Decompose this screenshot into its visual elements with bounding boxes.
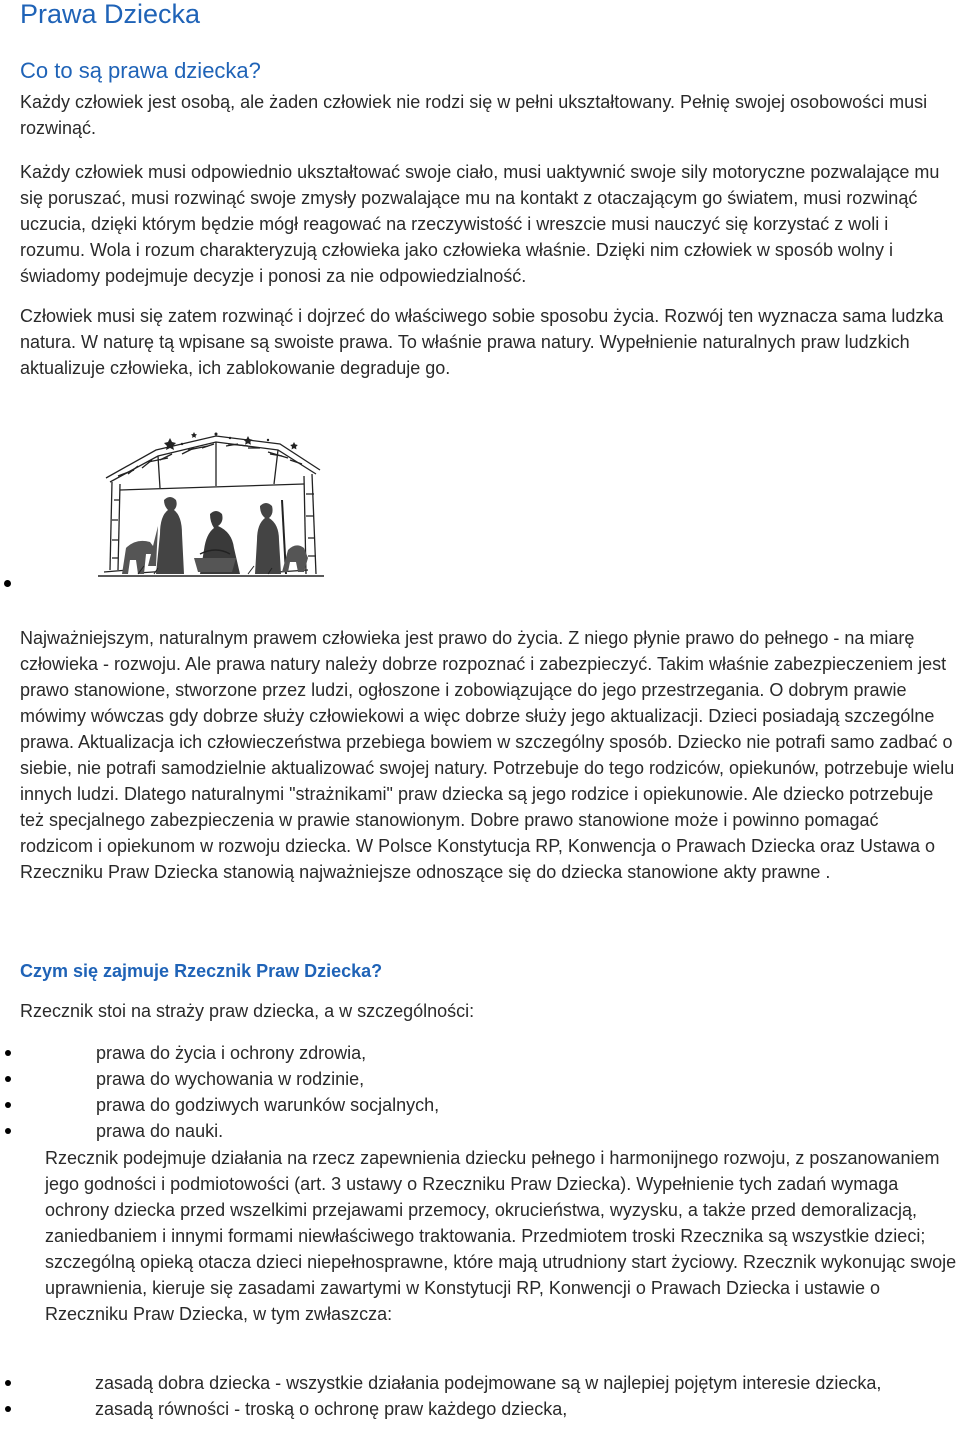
- page-title: Prawa Dziecka: [20, 0, 201, 29]
- principles-list: [0, 1370, 960, 1422]
- paragraph-3: Człowiek musi się zatem rozwinąć i dojrzeć do właściwego sobie sposobu życia. Rozwój ten wyznacza sama ludzka natura. W naturę tą wpisane są swoiste prawa. To właśnie prawa natury. Wypełnienie naturalnych praw ludzkich aktualizuje człowieka, ich zablokowanie degraduje go.: [20, 306, 944, 378]
- bullet-icon: [5, 1076, 11, 1082]
- rights-intro: Rzecznik stoi na straży praw dziecka, a w szczególności:: [20, 1001, 475, 1021]
- bullet-icon: [5, 1102, 11, 1108]
- paragraph-4: Najważniejszym, naturalnym prawem człowieka jest prawo do życia. Z niego płynie prawo do pełnego - na miarę człowieka - rozwoju. Ale prawa natury należy dobrze rozpoznać i zabezpieczyć. Takim właśnie zabezpieczeniem jest prawo stanowione, stworzone przez ludzi, ogłoszone i zobowiązujące do jego przestrzegania. O dobrym prawie mówimy wówczas gdy dobrze służy człowiekowi a więc dobrze służy jego aktualizacji. Dzieci posiadają szczególne prawa. Aktualizacja ich człowieczeństwa przebiega bowiem w szczególny sposób. Dziecko nie potrafi samo zadbać o siebie, nie potrafi samodzielnie aktualizować swojej natury. Potrzebuje do tego rodziców, opiekunów, potrzebuje wielu innych ludzi. Dlatego naturalnymi "strażnikami" praw dziecka są jego rodzice i opiekunowie. Ale dziecko potrzebuje też specjalnego zabezpieczenia w prawie stanowionym. Dobre prawo stanowione może i powinno pomagać rodzicom i opiekunom w rozwoju dziecka. W Polsce Konstytucja RP, Konwencja o Prawach Dziecka oraz Ustawa o Rzeczniku Praw Dziecka stanowią najważniejsze odnoszące się do dziecka stanowione akty prawne .: [20, 628, 955, 882]
- paragraph-1: Każdy człowiek jest osobą, ale żaden człowiek nie rodzi się w pełni ukształtowany. Pełnię swojej osobowości musi rozwinąć.: [20, 92, 928, 138]
- section-heading-ombudsman: Czym się zajmuje Rzecznik Praw Dziecka?: [20, 961, 383, 981]
- bullet-icon: [5, 1050, 11, 1056]
- list-item: zasadą dobra dziecka - wszystkie działania podejmowane są w najlepiej pojętym interesie dziecka,: [0, 1370, 960, 1396]
- bullet-icon: [5, 1380, 11, 1386]
- image-bullet: [4, 580, 11, 587]
- document-page: Prawa Dziecka Co to są prawa dziecka? Każdy człowiek jest osobą, ale żaden człowiek nie rodzi się w pełni ukształtowany. Pełnię swojej osobowości musi rozwinąć. Każdy człowiek musi odpowiednio ukształtować swoje ciało, musi uaktywnić swoje sily motoryczne pozwalające mu się poruszać, musi rozwinąć swoje zmysły pozwalające mu na kontakt z otaczającym go światem, musi rozwinąć uczucia, dzięki którym będzie mógł reagować na rzeczywistość i wreszcie musi nauczyć się korzystać z woli i rozumu. Wola i rozum charakteryzują człowieka jako człowieka właśnie. Dzięki nim człowiek w sposób wolny i świadomy podejmuje decyzje i ponosi za nie odpowiedzialność. Człowiek musi się zatem rozwinąć i dojrzeć do właściwego sobie sposobu życia. Rozwój ten wyznacza sama ludzka natura. W naturę tą wpisane są swoiste prawa. To właśnie prawa natury. Wypełnienie naturalnych praw ludzkich aktualizuje człowieka, ich zablokowanie degraduje go. Najważniejszym, naturalnym prawem człowieka jest prawo do życia. Z niego płynie prawo do pełnego - na miarę człowieka - rozwoju. Ale prawa natury należy dobrze rozpoznać i zabezpieczyć. Takim właśnie zabezpieczeniem jest prawo stanowione, stworzone przez ludzi, ogłoszone i zobowiązujące do jego przestrzegania. O dobrym prawie mówimy wówczas gdy dobrze służy człowiekowi a więc dobrze służy jego aktualizacji. Dzieci posiadają szczególne prawa. Aktualizacja ich człowieczeństwa przebiega bowiem w szczególny sposób. Dziecko nie potrafi samo zadbać o siebie, nie potrafi samodzielnie aktualizować swojej natury. Potrzebuje do tego rodziców, opiekunów, potrzebuje wielu innych ludzi. Dlatego naturalnymi "strażnikami" praw dziecka są jego rodzice i opiekunowie. Ale dziecko potrzebuje też specjalnego zabezpieczenia w prawie stanowionym. Dobre prawo stanowione może i powinno pomagać rodzicom i opiekunom w rozwoju dziecka. W Polsce Konstytucja RP, Konwencja o Prawach Dziecka oraz Ustawa o Rzeczniku Praw Dziecka stanowią najważniejsze odnoszące się do dziecka stanowione akty prawne . Czym się zajmuje Rzecznik Praw Dziecka? Rzecznik stoi na straży praw dziecka, a w szczególności: prawa do życia i ochrony zdrowia, prawa do wychowania w rodzinie, prawa do godziwych warunków socjalnych, prawa do nauki. Rzecznik podejmuje działania na rzecz zapewnienia dziecku pełnego i harmonijnego rozwoju, z poszanowaniem jego godności i podmiotowości (art. 3 ustawy o Rzeczniku Praw Dziecka). Wypełnienie tych zadań wymaga ochrony dziecka przed wszelkimi przejawami przemocy, okrucieństwa, wyzysku, a także przed demoralizacją, zaniedbaniem i innymi formami niewłaściwego traktowania. Przedmiotem troski Rzecznika są wszystkie dzieci; szczególną opieką otacza dzieci niepełnosprawne, które mają utrudniony start życiowy. Rzecznik wykonując swoje uprawnienia, kieruje się zasadami zawartymi w Konstytucji RP, Konwencji o Prawach Dziecka i ustawie o Rzeczniku Praw Dziecka, w tym zwłaszcza: zasadą dobra dziecka - wszystkie działania podejmowane są w najlepiej pojętym interesie dziecka, zasadą równości - troską o ochronę praw każdego dziecka,: [0, 0, 960, 1450]
- ombudsman-description: Rzecznik podejmuje działania na rzecz zapewnienia dziecku pełnego i harmonijnego rozwoju, z poszanowaniem jego godności i podmiotowości (art. 3 ustawy o Rzeczniku Praw Dziecka). Wypełnienie tych zadań wymaga ochrony dziecka przed wszelkimi przejawami przemocy, okrucieństwa, wyzysku, a także przed demoralizacją, zaniedbaniem i innymi formami niewłaściwego traktowania. Przedmiotem troski Rzecznika są wszystkie dzieci; szczególną opieką otacza dzieci niepełnosprawne, które mają utrudniony start życiowy. Rzecznik wykonując swoje uprawnienia, kieruje się zasadami zawartymi w Konstytucji RP, Konwencji o Prawach Dziecka i ustawie o Rzeczniku Praw Dziecka, w tym zwłaszcza:: [45, 1148, 957, 1324]
- bullet-icon: [5, 1406, 11, 1412]
- section-heading-what-are-rights: Co to są prawa dziecka?: [20, 58, 261, 83]
- nativity-illustration: [98, 430, 324, 580]
- paragraph-2: Każdy człowiek musi odpowiednio ukształtować swoje ciało, musi uaktywnić swoje sily motoryczne pozwalające mu się poruszać, musi rozwinąć swoje zmysły pozwalające mu na kontakt z otaczającym go światem, musi rozwinąć uczucia, dzięki którym będzie mógł reagować na rzeczywistość i wreszcie musi nauczyć się korzystać z woli i rozumu. Wola i rozum charakteryzują człowieka jako człowieka właśnie. Dzięki nim człowiek w sposób wolny i świadomy podejmuje decyzje i ponosi za nie odpowiedzialność.: [20, 162, 940, 286]
- list-item: zasadą równości - troską o ochronę praw każdego dziecka,: [0, 1396, 960, 1422]
- bullet-icon: [5, 1128, 11, 1134]
